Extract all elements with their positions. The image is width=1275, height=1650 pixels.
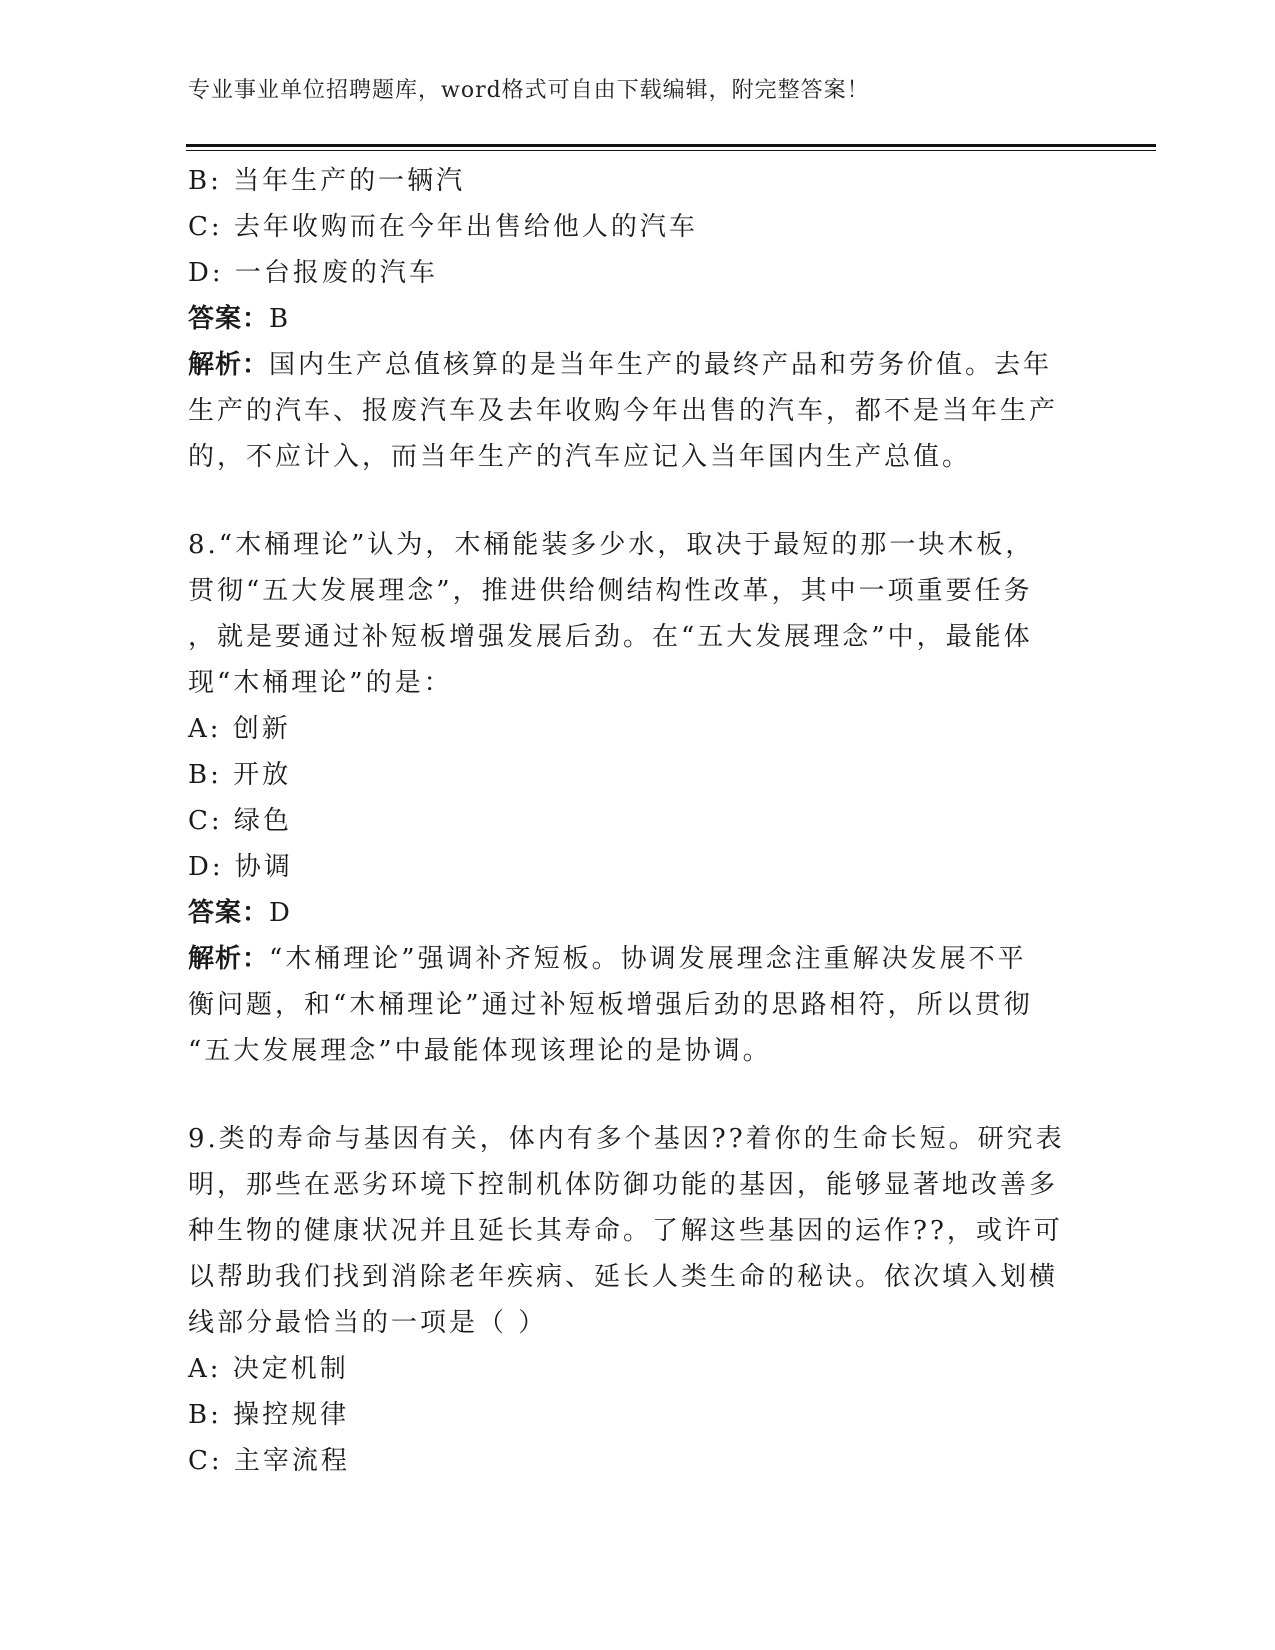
answer-value: B [269, 304, 292, 334]
question-stem-line: 贯彻“五大发展理念”，推进供给侧结构性改革，其中一项重要任务 [188, 576, 1033, 606]
option-a: A: 创新 [188, 714, 291, 744]
option-d: D: 一台报废的汽车 [188, 258, 438, 288]
option-a: A: 决定机制 [188, 1354, 349, 1384]
analysis-line: 生产的汽车、报废汽车及去年收购今年出售的汽车，都不是当年生产 [188, 396, 1059, 426]
analysis-line: 的，不应计入，而当年生产的汽车应记入当年国内生产总值。 [188, 442, 972, 472]
question-stem-line: 线部分最恰当的一项是（ ） [188, 1308, 548, 1338]
analysis-line: 解析：国内生产总值核算的是当年生产的最终产品和劳务价值。去年 [188, 350, 1053, 380]
question-stem-line: 种生物的健康状况并且延长其寿命。了解这些基因的运作??，或许可 [188, 1216, 1063, 1246]
answer [188, 890, 1068, 936]
option-b: B: 操控规律 [188, 1400, 350, 1430]
option-c: C: 去年收购而在今年出售给他人的汽车 [188, 212, 698, 242]
question-stem-line: 8.“木桶理论”认为，木桶能装多少水，取决于最短的那一块木板， [188, 530, 1035, 560]
analysis-label: 解析： [188, 944, 270, 974]
question-8 [188, 522, 1068, 1074]
header-rule [186, 144, 1156, 147]
answer-label: 答案： [188, 304, 270, 334]
option-c: C: 主宰流程 [188, 1446, 350, 1476]
header-rule-thin [186, 150, 1156, 151]
question-9 [188, 1116, 1068, 1484]
answer-label: 答案： [188, 898, 270, 928]
page-header: 专业事业单位招聘题库，word格式可自由下载编辑，附完整答案！ [188, 78, 870, 103]
option-d: D: 协调 [188, 852, 293, 882]
analysis-line: “五大发展理念”中最能体现该理论的是协调。 [188, 1036, 772, 1066]
option-c: C: 绿色 [188, 806, 292, 836]
analysis-line: 衡问题，和“木桶理论”通过补短板增强后劲的思路相符，所以贯彻 [188, 990, 1033, 1020]
question-stem-line: 现“木桶理论”的是： [188, 668, 453, 698]
question-7 [188, 158, 1068, 480]
option-b: B: 当年生产的一辆汽 [188, 166, 466, 196]
question-stem-line: 以帮助我们找到消除老年疾病、延长人类生命的秘诀。依次填入划横 [188, 1262, 1059, 1292]
question-stem-line: 9.类的寿命与基因有关，体内有多个基因??着你的生命长短。研究表 [188, 1124, 1065, 1154]
option-b: B: 开放 [188, 760, 292, 790]
question-content [188, 158, 1068, 1484]
answer-value: D [269, 898, 293, 928]
answer [188, 296, 1068, 342]
analysis-line: 解析：“木桶理论”强调补齐短板。协调发展理念注重解决发展不平 [188, 944, 1027, 974]
question-stem-line: ，就是要通过补短板增强发展后劲。在“五大发展理念”中，最能体 [188, 622, 1033, 652]
analysis-label: 解析： [188, 350, 270, 380]
question-stem-line: 明，那些在恶劣环境下控制机体防御功能的基因，能够显著地改善多 [188, 1170, 1059, 1200]
